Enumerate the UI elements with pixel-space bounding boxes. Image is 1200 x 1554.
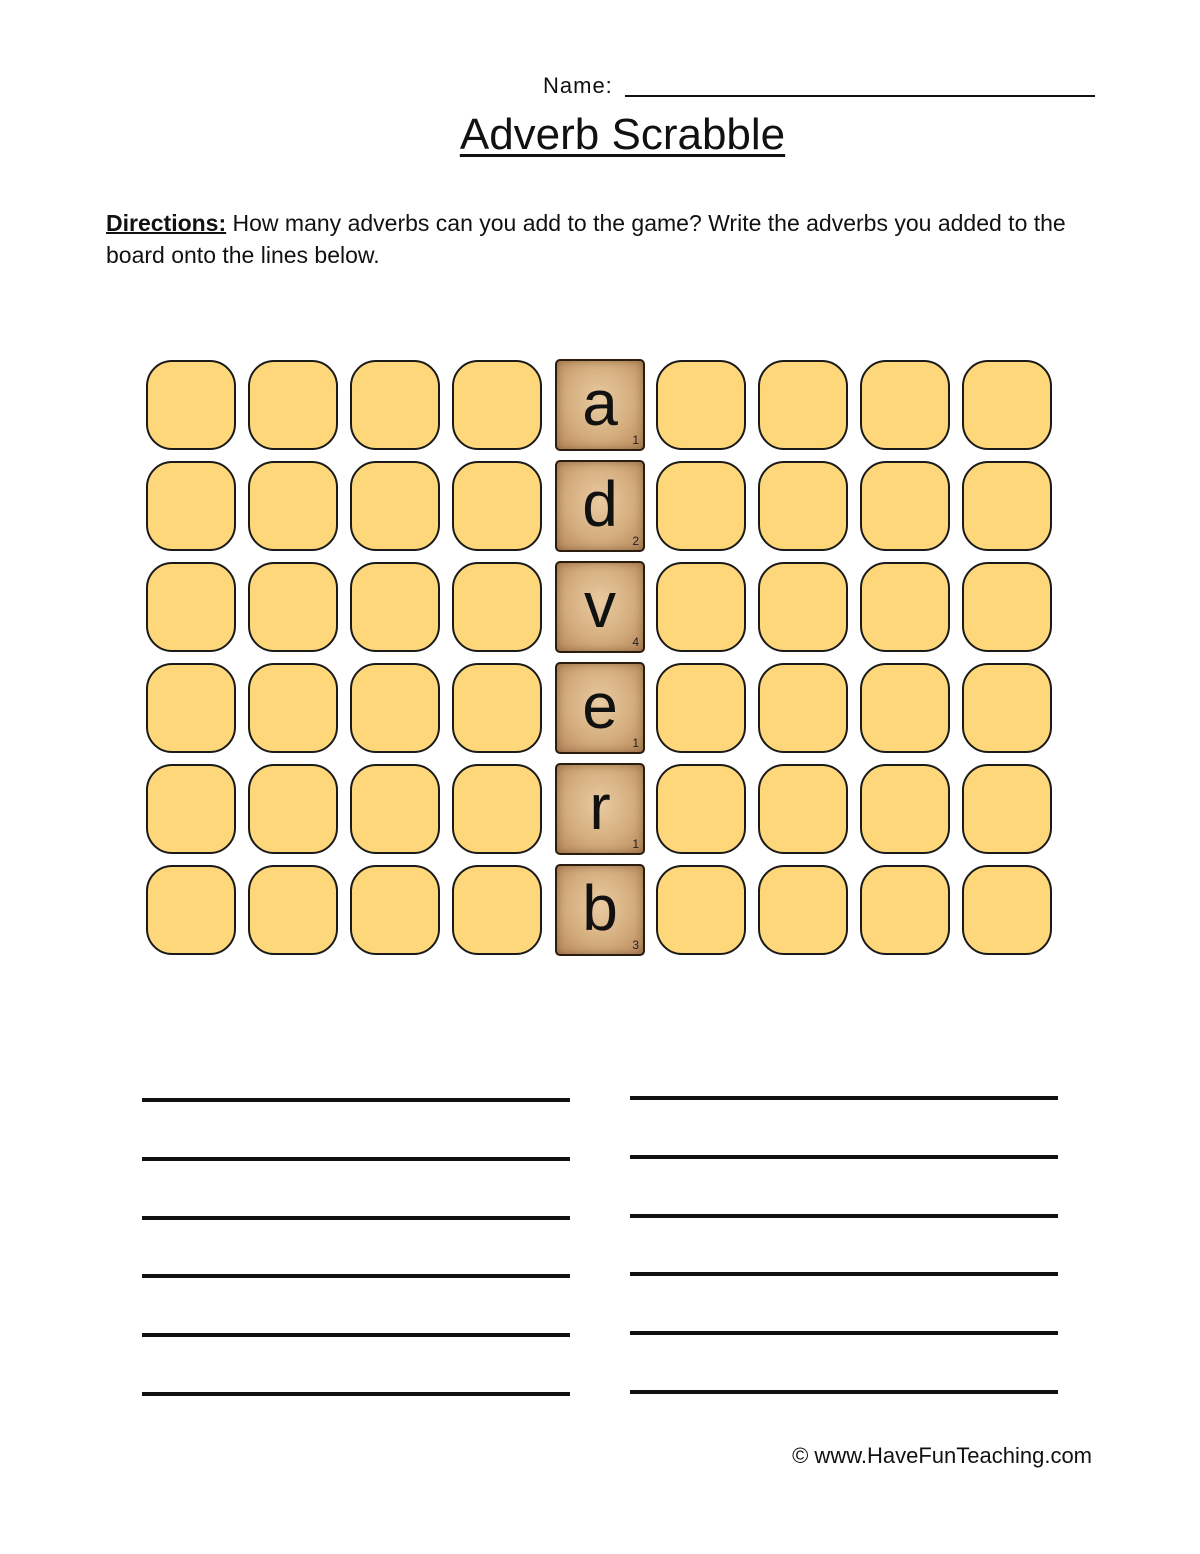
letter-tile — [555, 864, 645, 956]
empty-board-cell[interactable] — [656, 562, 746, 652]
empty-board-cell[interactable] — [146, 360, 236, 450]
directions-text: How many adverbs can you add to the game? Write the adverbs you added to the board onto the lines below. — [106, 210, 1066, 268]
tile-score: 2 — [632, 534, 639, 548]
tile-letter: d — [582, 468, 618, 540]
empty-board-cell[interactable] — [962, 764, 1052, 854]
empty-board-cell[interactable] — [248, 865, 338, 955]
tile-letter: e — [582, 670, 618, 742]
tile-letter: b — [582, 872, 618, 944]
answer-line[interactable] — [630, 1390, 1058, 1394]
empty-board-cell[interactable] — [146, 663, 236, 753]
answer-line[interactable] — [630, 1272, 1058, 1276]
answer-line[interactable] — [142, 1098, 570, 1102]
tile-score: 3 — [632, 938, 639, 952]
tile-score: 1 — [632, 433, 639, 447]
letter-tile — [555, 561, 645, 653]
page-title: Adverb Scrabble — [459, 110, 786, 159]
directions-label: Directions: — [106, 210, 227, 236]
tile-letter: r — [589, 771, 611, 843]
name-label: Name: — [543, 73, 613, 98]
empty-board-cell[interactable] — [350, 461, 440, 551]
tile-letter: v — [584, 569, 616, 641]
letter-tile — [555, 460, 645, 552]
tile-score: 4 — [632, 635, 639, 649]
empty-board-cell[interactable] — [860, 562, 950, 652]
empty-board-cell[interactable] — [146, 461, 236, 551]
empty-board-cell[interactable] — [962, 461, 1052, 551]
empty-board-cell[interactable] — [452, 562, 542, 652]
empty-board-cell[interactable] — [656, 865, 746, 955]
name-row — [543, 72, 1098, 102]
empty-board-cell[interactable] — [452, 461, 542, 551]
name-line[interactable] — [625, 95, 1095, 97]
empty-board-cell[interactable] — [452, 764, 542, 854]
empty-board-cell[interactable] — [248, 461, 338, 551]
answer-line[interactable] — [142, 1274, 570, 1278]
empty-board-cell[interactable] — [248, 663, 338, 753]
answer-line[interactable] — [142, 1157, 570, 1161]
empty-board-cell[interactable] — [962, 562, 1052, 652]
letter-tile — [555, 763, 645, 855]
empty-board-cell[interactable] — [962, 360, 1052, 450]
directions — [106, 207, 1066, 271]
answer-line[interactable] — [630, 1096, 1058, 1100]
answer-line[interactable] — [142, 1392, 570, 1396]
answer-line[interactable] — [142, 1333, 570, 1337]
empty-board-cell[interactable] — [350, 764, 440, 854]
letter-tile — [555, 662, 645, 754]
empty-board-cell[interactable] — [656, 461, 746, 551]
empty-board-cell[interactable] — [656, 764, 746, 854]
empty-board-cell[interactable] — [860, 764, 950, 854]
empty-board-cell[interactable] — [350, 865, 440, 955]
empty-board-cell[interactable] — [350, 663, 440, 753]
copyright-footer: © www.HaveFunTeaching.com — [792, 1443, 1092, 1468]
answer-line[interactable] — [630, 1331, 1058, 1335]
answer-line[interactable] — [142, 1216, 570, 1220]
empty-board-cell[interactable] — [758, 461, 848, 551]
empty-board-cell[interactable] — [350, 562, 440, 652]
empty-board-cell[interactable] — [758, 865, 848, 955]
empty-board-cell[interactable] — [962, 865, 1052, 955]
empty-board-cell[interactable] — [758, 663, 848, 753]
empty-board-cell[interactable] — [146, 562, 236, 652]
tile-score: 1 — [632, 837, 639, 851]
empty-board-cell[interactable] — [860, 461, 950, 551]
empty-board-cell[interactable] — [656, 663, 746, 753]
empty-board-cell[interactable] — [452, 663, 542, 753]
empty-board-cell[interactable] — [248, 360, 338, 450]
empty-board-cell[interactable] — [758, 764, 848, 854]
empty-board-cell[interactable] — [248, 764, 338, 854]
empty-board-cell[interactable] — [656, 360, 746, 450]
answer-line[interactable] — [630, 1155, 1058, 1159]
empty-board-cell[interactable] — [146, 764, 236, 854]
empty-board-cell[interactable] — [452, 865, 542, 955]
empty-board-cell[interactable] — [860, 663, 950, 753]
letter-tile — [555, 359, 645, 451]
empty-board-cell[interactable] — [146, 865, 236, 955]
empty-board-cell[interactable] — [962, 663, 1052, 753]
empty-board-cell[interactable] — [860, 865, 950, 955]
answer-line[interactable] — [630, 1214, 1058, 1218]
empty-board-cell[interactable] — [452, 360, 542, 450]
empty-board-cell[interactable] — [248, 562, 338, 652]
empty-board-cell[interactable] — [350, 360, 440, 450]
empty-board-cell[interactable] — [758, 562, 848, 652]
empty-board-cell[interactable] — [758, 360, 848, 450]
empty-board-cell[interactable] — [860, 360, 950, 450]
tile-letter: a — [582, 367, 618, 439]
tile-score: 1 — [632, 736, 639, 750]
